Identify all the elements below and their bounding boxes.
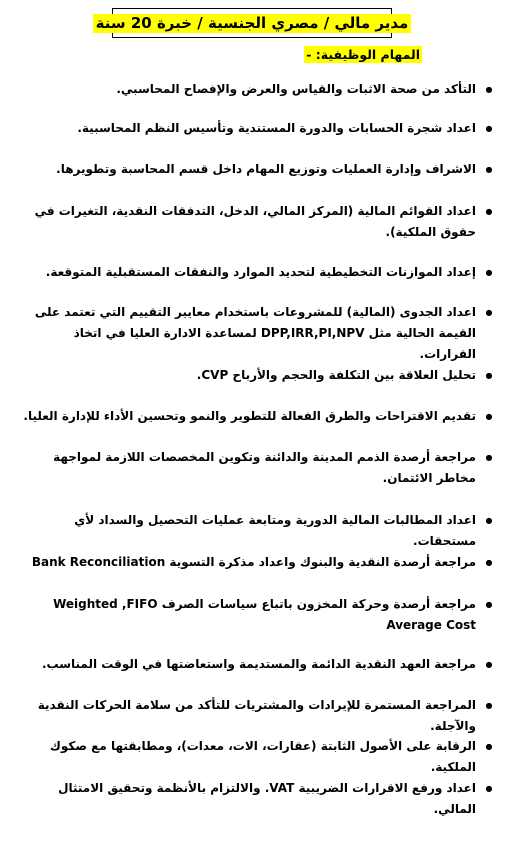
bullet-icon	[476, 159, 502, 180]
list-item	[18, 79, 476, 100]
bullet-icon	[476, 118, 502, 139]
list-item-text: مراجعة أرصدة الذمم المدينة والدائنة وتكوين المخصصات اللازمة لمواجهة مخاطر الائتمان.	[53, 450, 476, 485]
bullet-icon	[476, 695, 502, 716]
section-heading: المهام الوظيفية: -	[306, 47, 420, 62]
list-item-text: مراجعة أرصدة النقدية والبنوك واعداد مذكرة التسوية Bank Reconciliation	[31, 555, 476, 569]
list-item	[18, 695, 476, 737]
list-item-text: المراجعة المستمرة للإيرادات والمشتريات للتأكد من سلامة الحركات النقدية والآجلة.	[37, 698, 476, 733]
list-item-text: الرقابة على الأصول الثابتة (عقارات، الات، معدات)، ومطابقتها مع صكوك الملكية.	[49, 739, 476, 774]
list-item	[18, 406, 476, 427]
bullet-icon	[476, 201, 502, 222]
list-item	[18, 552, 476, 573]
list-item-text: اعداد شجرة الحسابات والدورة المستندية وتأسيس النظم المحاسبية.	[77, 121, 476, 135]
list-item	[18, 201, 476, 243]
list-item-text: اعداد القوائم المالية (المركز المالي، الدخل، التدفقات النقدية، التغيرات في حقوق الملكية).	[34, 204, 476, 239]
bullet-icon	[476, 406, 502, 427]
list-item	[18, 159, 476, 180]
bullet-icon	[476, 510, 502, 531]
bullet-icon	[476, 365, 502, 386]
bullet-icon	[476, 736, 502, 757]
bullet-icon	[476, 447, 502, 468]
bullet-icon	[476, 552, 502, 573]
list-item-text: اعداد الجدوى (المالية) للمشروعات باستخدام معايير التقييم التي تعتمد على القيمة الحالية مثل DPP,IRR,PI,NPV لمساعدة الادارة العليا في اتخاذ القرارات.	[34, 305, 476, 361]
list-item	[18, 262, 476, 283]
bullet-icon	[476, 594, 502, 615]
list-item-text: اعداد المطالبات المالية الدورية ومتابعة عمليات التحصيل والسداد لأي مستحقات.	[74, 513, 476, 548]
list-item-text: الاشراف وإدارة العمليات وتوزيع المهام داخل قسم المحاسبة وتطويرها.	[56, 162, 476, 176]
list-item-text: اعداد ورفع الاقرارات الضريبية VAT. والالتزام بالأنظمة وتحقيق الامتثال المالي.	[58, 781, 476, 816]
title-box	[95, 8, 409, 38]
bullet-icon	[476, 654, 502, 675]
list-item-text: إعداد الموازنات التخطيطية لتحديد الموارد والنفقات المستقبلية المتوقعة.	[45, 265, 476, 279]
bullet-icon	[476, 778, 502, 799]
list-item	[18, 736, 476, 778]
list-item-text: تحليل العلاقة بين التكلفة والحجم والأرباح CVP.	[196, 368, 476, 382]
list-item	[18, 365, 476, 386]
list-item-text: التأكد من صحة الاثبات والقياس والعرض والإفصاح المحاسبي.	[116, 82, 476, 96]
list-item-text: مراجعة العهد النقدية الدائمة والمستديمة واستعاضتها في الوقت المناسب.	[41, 657, 476, 671]
bullet-icon	[476, 79, 502, 100]
list-item	[18, 654, 476, 675]
list-item-text: مراجعة أرصدة وحركة المخزون باتباع سياسات الصرف Weighted ,FIFO Average Cost	[53, 597, 476, 632]
list-item	[18, 302, 476, 365]
list-item	[18, 510, 476, 552]
list-item	[18, 447, 476, 489]
page-title: مدير مالي / مصري الجنسية / خبرة 20 سنة	[93, 14, 412, 33]
list-item	[18, 778, 476, 820]
list-item	[18, 118, 476, 139]
bullet-icon	[476, 262, 502, 283]
bullet-icon	[476, 302, 502, 323]
list-item-text: تقديم الاقتراحات والطرق الفعالة للتطوير والنمو وتحسين الأداء للإدارة العليا.	[23, 409, 476, 423]
list-item	[18, 594, 476, 636]
